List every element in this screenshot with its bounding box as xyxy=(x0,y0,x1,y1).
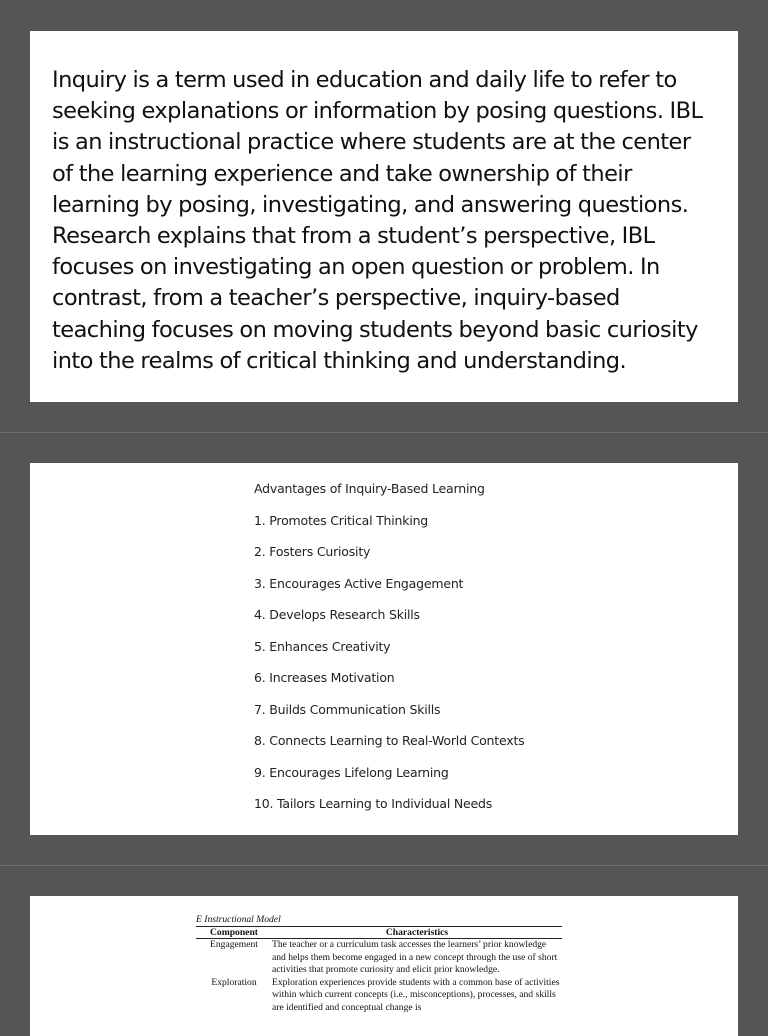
advantage-item: 6. Increases Motivation xyxy=(254,670,395,685)
advantages-title: Advantages of Inquiry-Based Learning xyxy=(254,481,485,496)
row-component: Exploration xyxy=(211,976,257,988)
model-table xyxy=(196,926,562,1014)
slide-inquiry-definition xyxy=(30,31,738,402)
table-row xyxy=(196,939,562,977)
advantage-item: 3. Encourages Active Engagement xyxy=(254,575,464,591)
advantage-item: 10. Tailors Learning to Individual Needs xyxy=(254,796,493,811)
advantage-item: 8. Connects Learning to Real-World Contexts xyxy=(254,733,525,748)
inquiry-paragraph: Inquiry is a term used in education and daily life to refer to seeking explanations or information by posing questions. IBL is an instructional practice where students are at the center of the learning experience and take ownership of their learning by posing, investigating, and answering questions. Research explains that from a student’s perspective, IBL focuses on investigating an open question or problem. In contrast, from a teacher’s perspective, inquiry-based teaching focuses on moving students beyond basic curiosity into the realms of critical thinking and understanding. xyxy=(52,67,703,374)
slide-advantages xyxy=(30,463,738,835)
header-component: Component xyxy=(196,927,272,939)
table-caption: E Instructional Model xyxy=(196,914,281,925)
slide-divider xyxy=(0,432,768,433)
row-characteristics: The teacher or a curriculum task accesses the learners’ prior knowledge and helps them become engaged in a new concept through the use of short activities that promote curiosity and elicit prior knowledge. xyxy=(272,939,558,975)
row-component: Engagement xyxy=(210,939,258,950)
advantages-list xyxy=(254,481,524,828)
table-header-row xyxy=(196,927,562,939)
header-characteristics: Characteristics xyxy=(272,927,562,939)
row-characteristics: Exploration experiences provide students with a common base of activities within which current concepts (i.e., misconceptions), processes, and skills are identified and conceptual change is xyxy=(272,976,560,1013)
advantage-item: 9. Encourages Lifelong Learning xyxy=(254,764,449,780)
slide-divider xyxy=(0,865,768,866)
slide-instructional-model xyxy=(30,896,738,1036)
advantage-item: 2. Fosters Curiosity xyxy=(254,544,371,559)
advantage-item: 1. Promotes Critical Thinking xyxy=(254,512,429,528)
advantage-item: 7. Builds Communication Skills xyxy=(254,701,441,717)
model-table-document xyxy=(196,914,562,1014)
advantage-item: 5. Enhances Creativity xyxy=(254,638,391,654)
advantage-item: 4. Develops Research Skills xyxy=(254,607,420,622)
table-row xyxy=(196,977,562,1015)
